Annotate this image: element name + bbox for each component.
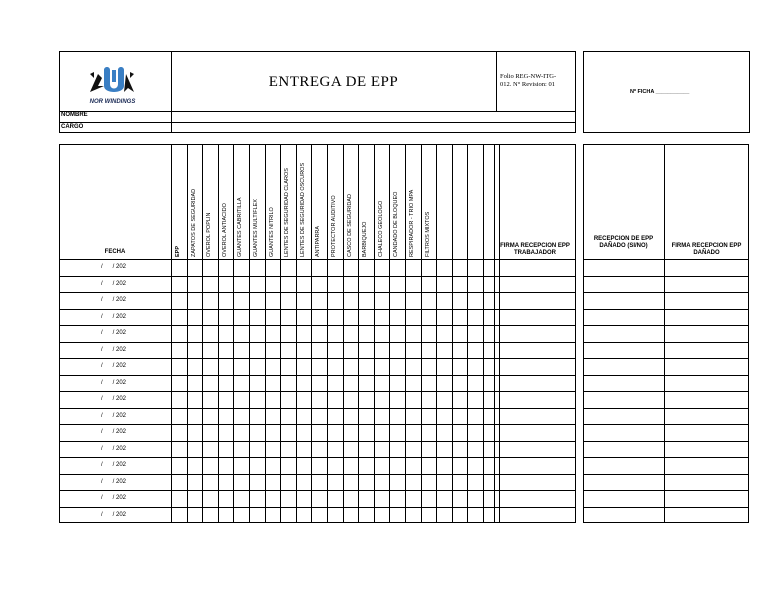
epp-column-label: RESPIRADOR - TRIO MPA: [409, 189, 415, 257]
epp-column-label: FILTROS MIXTOS: [424, 211, 431, 257]
table-row-line: [59, 375, 576, 376]
date-cell: / / 202: [101, 380, 127, 386]
epp-column-label: ANTIPARRA: [315, 225, 322, 257]
table-row-line: [59, 276, 576, 277]
page-title: ENTREGA DE EPP: [268, 74, 399, 90]
epp-column-label: PROTECTOR AUDITIVO: [331, 195, 337, 257]
date-cell: / / 202: [101, 347, 127, 353]
date-cell: / / 202: [101, 462, 127, 468]
epp-column-label: OVEROL ANTIACIDO: [221, 203, 228, 257]
table-row-line: [59, 424, 576, 425]
date-cell: / / 202: [101, 479, 127, 485]
table-row-line: [59, 408, 576, 409]
epp-column-label: CASCO DE SEGURIDAD: [346, 194, 353, 257]
table-row-line: [59, 441, 576, 442]
epp-column-label: GUANTES MULTIFLEX: [253, 199, 259, 257]
date-cell: / / 202: [101, 264, 127, 270]
logo-text: NOR WINDINGS: [89, 99, 136, 105]
epp-column-label: LENTES DE SEGURIDAD CLAROS: [284, 168, 291, 257]
table-row-line: [59, 474, 576, 475]
fecha-header: FECHA: [104, 249, 126, 255]
epp-column-label: OVEROL POPLIN: [206, 212, 213, 257]
table-row-line: [59, 358, 576, 359]
nombre-label: NOMBRE: [61, 112, 88, 118]
table-right-frame: [583, 144, 749, 523]
epp-column-label: CHALECO GEOLOGO: [377, 200, 384, 257]
date-cell: / / 202: [101, 512, 127, 518]
date-cell: / / 202: [101, 429, 127, 435]
date-cell: / / 202: [101, 330, 127, 336]
date-cell: / / 202: [101, 314, 127, 320]
epp-column-label: GUANTES NITRILO: [268, 207, 275, 257]
table-row-line: [59, 457, 576, 458]
date-cell: / / 202: [101, 281, 127, 287]
firma-trabajador-header: FIRMA RECEPCION EPP TRABAJADOR: [500, 243, 570, 256]
epp-column-label: LENTES DE SEGURIDAD OSCUROS: [299, 162, 306, 257]
table-row-line: [59, 490, 576, 491]
epp-column-label: ZAPATOS DE SEGURIDAD: [190, 188, 197, 257]
table-row-line: [59, 292, 576, 293]
header-left-box: [59, 51, 576, 133]
date-cell: / / 202: [101, 413, 127, 419]
ficha-label: Nº FICHA ___________: [630, 89, 690, 95]
table-row-line: [59, 342, 576, 343]
firma-danado-header: FIRMA RECEPCION EPP DAÑADO: [671, 243, 742, 256]
cargo-label: CARGO: [61, 124, 84, 130]
date-cell: / / 202: [101, 446, 127, 452]
epp-column-label: GUANTES CABRITILLA: [237, 197, 244, 257]
date-cell: / / 202: [101, 495, 127, 501]
folio-code: [500, 73, 574, 89]
folio-line-1: Folio REG-NW-ITG-: [500, 73, 557, 80]
date-cell: / / 202: [101, 363, 127, 369]
table-row-line: [59, 391, 576, 392]
date-cell: / / 202: [101, 297, 127, 303]
table-row-line: [59, 507, 576, 508]
table-row-line: [59, 309, 576, 310]
epp-column-label: BARBIQUEJO: [362, 221, 369, 257]
epp-column-label: CANDADO DE BLOQUEO: [393, 191, 400, 257]
folio-line-2: 012. N° Revision: 01: [500, 81, 555, 88]
table-row-line: [59, 325, 576, 326]
recepcion-danado-header: RECEPCION DE EPP DAÑADO (SI/NO): [593, 236, 654, 249]
date-cell: / / 202: [101, 396, 127, 402]
epp-column-label: EPP: [175, 245, 181, 257]
